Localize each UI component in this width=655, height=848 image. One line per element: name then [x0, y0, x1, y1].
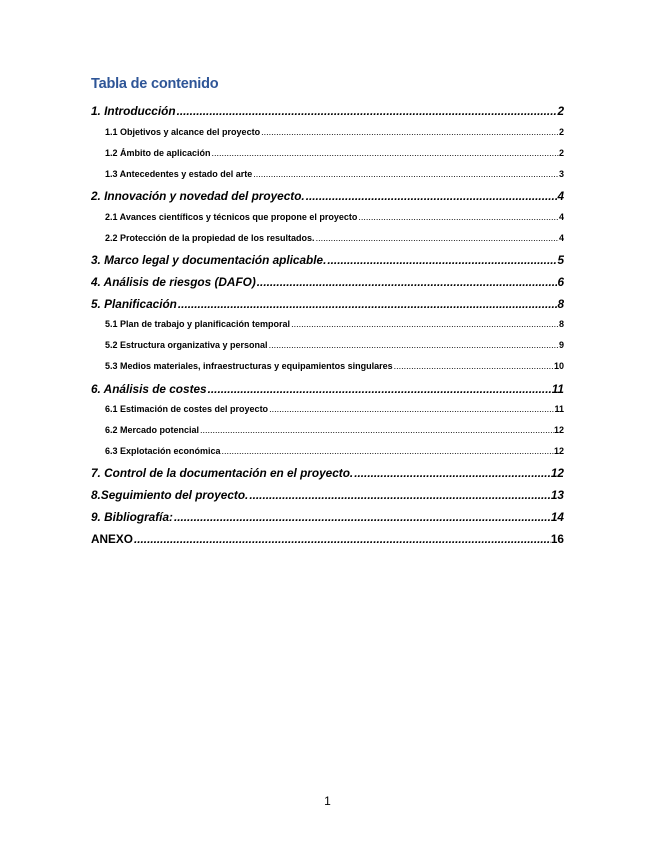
dot-leader [305, 189, 558, 203]
toc-entry-4[interactable] [91, 275, 564, 289]
dot-leader [176, 104, 558, 118]
dot-leader [256, 275, 558, 289]
toc-entry-6[interactable] [91, 382, 564, 396]
toc-entry-6-1[interactable] [105, 404, 564, 414]
toc-entry-label: 2.1 Avances científicos y técnicos que propone el proyecto [105, 212, 358, 222]
toc-entry-page: 12 [553, 425, 564, 435]
toc-entry-page: 2 [558, 127, 564, 137]
toc-entry-page: 14 [550, 510, 564, 524]
toc-entry-page: 6 [557, 275, 564, 289]
dot-leader [173, 510, 551, 524]
toc-entry-page: 2 [557, 104, 564, 118]
toc-entry-3[interactable] [91, 253, 564, 267]
toc-entry-7[interactable] [91, 466, 564, 480]
toc-entry-page: 11 [551, 382, 564, 396]
toc-entry-page: 2 [558, 148, 564, 158]
toc-entry-label: 6.3 Explotación económica [105, 446, 221, 456]
toc-entry-page: 13 [550, 488, 564, 502]
toc-entry-label: 2.2 Protección de la propiedad de los resultados. [105, 233, 315, 243]
toc-entry-1[interactable] [91, 104, 564, 118]
toc-entry-label: 5.3 Medios materiales, infraestructuras y equipamientos singulares [105, 361, 393, 371]
dot-leader [207, 382, 552, 396]
dot-leader [357, 212, 559, 222]
dot-leader [393, 361, 554, 371]
toc-entry-1-2[interactable] [105, 148, 564, 158]
toc-entry-label: 1.1 Objetivos y alcance del proyecto [105, 127, 261, 137]
toc-title: Tabla de contenido [91, 76, 219, 92]
toc-entry-9[interactable] [91, 510, 564, 524]
toc-entry-page: 16 [550, 532, 564, 546]
toc-entry-1-1[interactable] [105, 127, 564, 137]
dot-leader [268, 404, 554, 414]
dot-leader [252, 169, 559, 179]
toc-entry-page: 8 [558, 319, 564, 329]
toc-entry-label: 1.2 Ámbito de aplicación [105, 148, 211, 158]
toc-entry-label: ANEXO [91, 532, 133, 546]
toc-entry-5-2[interactable] [105, 340, 564, 350]
toc-entry-2-2[interactable] [105, 233, 564, 243]
dot-leader [211, 148, 559, 158]
toc-entry-8[interactable] [91, 488, 564, 502]
toc-entry-6-2[interactable] [105, 425, 564, 435]
toc-entry-2[interactable] [91, 189, 564, 203]
toc-entry-5[interactable] [91, 297, 564, 311]
toc-entry-label: 4. Análisis de riesgos (DAFO) [91, 275, 256, 289]
toc-entry-page: 4 [557, 189, 564, 203]
toc-entry-label: 5.2 Estructura organizativa y personal [105, 340, 268, 350]
toc-entry-label: 5. Planificación [91, 297, 177, 311]
toc-entry-5-1[interactable] [105, 319, 564, 329]
toc-entry-label: 6. Análisis de costes [91, 382, 207, 396]
toc-entry-page: 12 [553, 446, 564, 456]
dot-leader [221, 446, 554, 456]
dot-leader [353, 466, 551, 480]
dot-leader [177, 297, 558, 311]
toc-entry-1-3[interactable] [105, 169, 564, 179]
toc-entry-label: 8.Seguimiento del proyecto. [91, 488, 249, 502]
toc-entry-6-3[interactable] [105, 446, 564, 456]
dot-leader [248, 488, 551, 502]
toc-entry-label: 5.1 Plan de trabajo y planificación temporal [105, 319, 291, 329]
toc-entry-page: 4 [558, 233, 564, 243]
toc-entry-page: 10 [553, 361, 564, 371]
toc-entry-label: 1.3 Antecedentes y estado del arte [105, 169, 253, 179]
dot-leader [260, 127, 559, 137]
toc-entry-label: 2. Innovación y novedad del proyecto. [91, 189, 305, 203]
dot-leader [290, 319, 559, 329]
toc-entry-page: 11 [554, 404, 564, 414]
toc-entry-5-3[interactable] [105, 361, 564, 371]
dot-leader [268, 340, 559, 350]
toc-entry-page: 4 [558, 212, 564, 222]
toc-entry-label: 6.1 Estimación de costes del proyecto [105, 404, 269, 414]
toc-entry-label: 6.2 Mercado potencial [105, 425, 200, 435]
toc-entry-label: 9. Bibliografía: [91, 510, 173, 524]
dot-leader [326, 253, 557, 267]
page-number: 1 [324, 794, 331, 808]
dot-leader [315, 233, 559, 243]
toc-entry-label: 7. Control de la documentación en el proyecto. [91, 466, 354, 480]
toc-entry-page: 12 [550, 466, 564, 480]
toc-entry-label: 1. Introducción [91, 104, 176, 118]
toc-entry-anexo[interactable] [91, 532, 564, 546]
dot-leader [133, 532, 551, 546]
toc-entry-page: 9 [558, 340, 564, 350]
toc-entry-label: 3. Marco legal y documentación aplicable. [91, 253, 327, 267]
toc-entry-page: 8 [557, 297, 564, 311]
toc-entry-page: 5 [557, 253, 564, 267]
toc-entry-2-1[interactable] [105, 212, 564, 222]
dot-leader [199, 425, 554, 435]
toc-entry-page: 3 [558, 169, 564, 179]
